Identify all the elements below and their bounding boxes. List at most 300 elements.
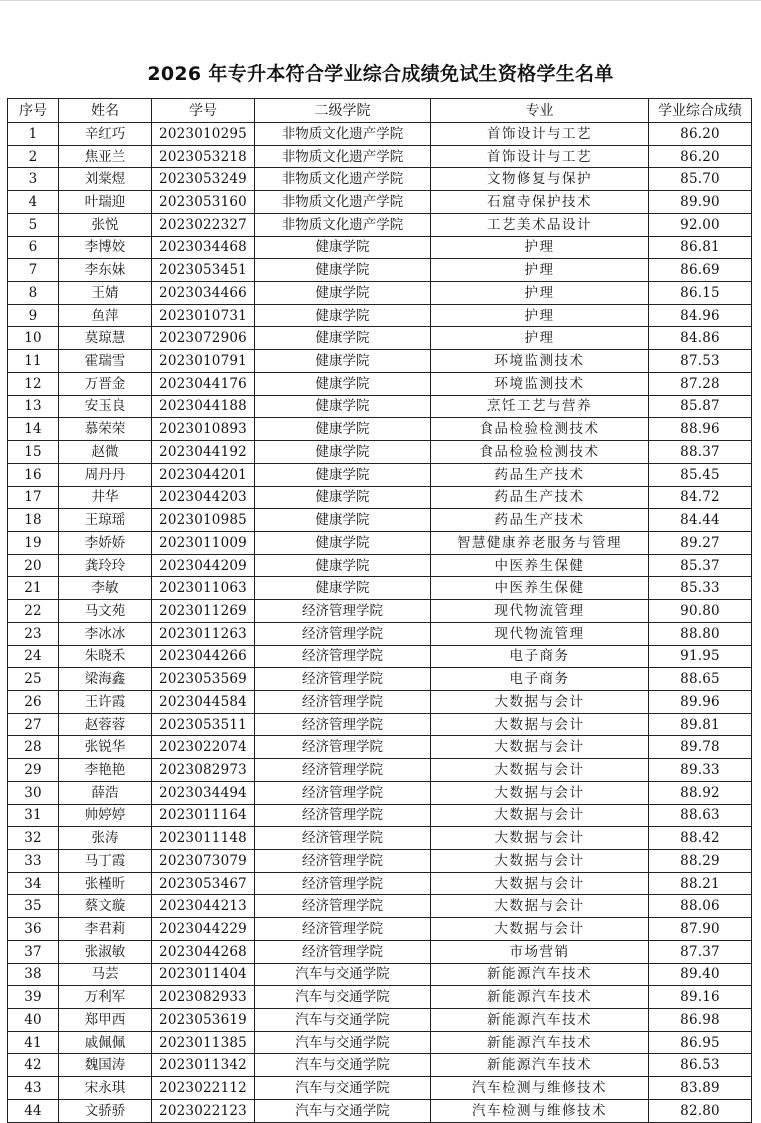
cell-major: 文物修复与保护 <box>431 168 649 191</box>
cell-student-id: 2023011164 <box>152 804 255 827</box>
cell-college: 经济管理学院 <box>255 895 431 918</box>
cell-score: 87.28 <box>649 372 752 395</box>
table-row <box>8 918 752 941</box>
cell-index: 28 <box>8 736 59 759</box>
table-row <box>8 350 752 373</box>
cell-name: 戚佩佩 <box>59 1031 152 1054</box>
cell-name: 井华 <box>59 486 152 509</box>
cell-major: 新能源汽车技术 <box>431 1054 649 1077</box>
cell-score: 86.15 <box>649 282 752 305</box>
table-row <box>8 213 752 236</box>
cell-score: 87.37 <box>649 940 752 963</box>
cell-index: 36 <box>8 918 59 941</box>
table-row <box>8 1009 752 1032</box>
cell-index: 29 <box>8 759 59 782</box>
cell-college: 汽车与交通学院 <box>255 986 431 1009</box>
cell-index: 30 <box>8 781 59 804</box>
cell-major: 大数据与会计 <box>431 759 649 782</box>
cell-college: 健康学院 <box>255 236 431 259</box>
cell-college: 汽车与交通学院 <box>255 963 431 986</box>
cell-name: 朱晓禾 <box>59 645 152 668</box>
cell-index: 27 <box>8 713 59 736</box>
cell-student-id: 2023073079 <box>152 850 255 873</box>
cell-score: 85.70 <box>649 168 752 191</box>
table-row <box>8 395 752 418</box>
cell-major: 智慧健康养老服务与管理 <box>431 531 649 554</box>
table-row <box>8 668 752 691</box>
cell-name: 李冰冰 <box>59 622 152 645</box>
cell-score: 87.53 <box>649 350 752 373</box>
cell-score: 87.90 <box>649 918 752 941</box>
cell-index: 2 <box>8 145 59 168</box>
cell-major: 中医养生保健 <box>431 577 649 600</box>
cell-college: 健康学院 <box>255 577 431 600</box>
cell-name: 安玉良 <box>59 395 152 418</box>
cell-name: 马文苑 <box>59 600 152 623</box>
cell-college: 健康学院 <box>255 531 431 554</box>
cell-major: 大数据与会计 <box>431 804 649 827</box>
table-row <box>8 145 752 168</box>
cell-score: 89.81 <box>649 713 752 736</box>
cell-score: 82.80 <box>649 1099 752 1122</box>
table-row <box>8 622 752 645</box>
cell-college: 经济管理学院 <box>255 918 431 941</box>
cell-score: 88.96 <box>649 418 752 441</box>
cell-index: 8 <box>8 282 59 305</box>
cell-index: 13 <box>8 395 59 418</box>
cell-college: 健康学院 <box>255 509 431 532</box>
cell-index: 33 <box>8 850 59 873</box>
cell-score: 88.65 <box>649 668 752 691</box>
cell-student-id: 2023082933 <box>152 986 255 1009</box>
cell-index: 43 <box>8 1077 59 1100</box>
cell-student-id: 2023011269 <box>152 600 255 623</box>
cell-score: 85.87 <box>649 395 752 418</box>
cell-index: 38 <box>8 963 59 986</box>
cell-score: 86.98 <box>649 1009 752 1032</box>
cell-college: 经济管理学院 <box>255 600 431 623</box>
cell-major: 药品生产技术 <box>431 486 649 509</box>
cell-score: 84.44 <box>649 509 752 532</box>
cell-college: 经济管理学院 <box>255 759 431 782</box>
cell-name: 万利军 <box>59 986 152 1009</box>
cell-score: 89.27 <box>649 531 752 554</box>
cell-college: 非物质文化遗产学院 <box>255 123 431 146</box>
cell-college: 汽车与交通学院 <box>255 1077 431 1100</box>
cell-index: 22 <box>8 600 59 623</box>
cell-score: 88.92 <box>649 781 752 804</box>
cell-name: 张淑敏 <box>59 940 152 963</box>
cell-major: 工艺美术品设计 <box>431 213 649 236</box>
cell-college: 汽车与交通学院 <box>255 1099 431 1122</box>
cell-name: 赵微 <box>59 441 152 464</box>
top-divider <box>0 0 761 1</box>
cell-college: 健康学院 <box>255 282 431 305</box>
cell-college: 经济管理学院 <box>255 872 431 895</box>
cell-student-id: 2023053619 <box>152 1009 255 1032</box>
cell-major: 现代物流管理 <box>431 622 649 645</box>
header-major: 专业 <box>431 99 649 123</box>
cell-score: 84.86 <box>649 327 752 350</box>
table-row <box>8 191 752 214</box>
cell-name: 薛浩 <box>59 781 152 804</box>
cell-major: 大数据与会计 <box>431 690 649 713</box>
cell-college: 经济管理学院 <box>255 713 431 736</box>
cell-student-id: 2023044268 <box>152 940 255 963</box>
cell-major: 首饰设计与工艺 <box>431 145 649 168</box>
cell-college: 经济管理学院 <box>255 645 431 668</box>
cell-score: 83.89 <box>649 1077 752 1100</box>
table-row <box>8 509 752 532</box>
cell-major: 汽车检测与维修技术 <box>431 1077 649 1100</box>
cell-name: 王琼瑶 <box>59 509 152 532</box>
cell-index: 21 <box>8 577 59 600</box>
cell-college: 经济管理学院 <box>255 622 431 645</box>
table-row <box>8 600 752 623</box>
cell-major: 电子商务 <box>431 668 649 691</box>
cell-college: 经济管理学院 <box>255 781 431 804</box>
table-body <box>8 123 752 1123</box>
table-row <box>8 372 752 395</box>
cell-college: 非物质文化遗产学院 <box>255 213 431 236</box>
cell-student-id: 2023034494 <box>152 781 255 804</box>
cell-major: 烹饪工艺与营养 <box>431 395 649 418</box>
cell-name: 焦亚兰 <box>59 145 152 168</box>
cell-score: 89.33 <box>649 759 752 782</box>
cell-name: 刘棠煜 <box>59 168 152 191</box>
cell-college: 健康学院 <box>255 350 431 373</box>
cell-index: 7 <box>8 259 59 282</box>
cell-score: 89.96 <box>649 690 752 713</box>
cell-student-id: 2023010893 <box>152 418 255 441</box>
student-list-table <box>7 98 752 1123</box>
cell-name: 张悦 <box>59 213 152 236</box>
cell-major: 电子商务 <box>431 645 649 668</box>
cell-student-id: 2023053467 <box>152 872 255 895</box>
cell-score: 88.06 <box>649 895 752 918</box>
cell-name: 赵蓉蓉 <box>59 713 152 736</box>
table-row <box>8 486 752 509</box>
cell-student-id: 2023053218 <box>152 145 255 168</box>
cell-major: 首饰设计与工艺 <box>431 123 649 146</box>
cell-college: 汽车与交通学院 <box>255 1031 431 1054</box>
table-row <box>8 418 752 441</box>
cell-major: 新能源汽车技术 <box>431 1031 649 1054</box>
cell-college: 健康学院 <box>255 395 431 418</box>
cell-student-id: 2023053511 <box>152 713 255 736</box>
cell-major: 食品检验检测技术 <box>431 418 649 441</box>
cell-major: 护理 <box>431 327 649 350</box>
cell-score: 86.53 <box>649 1054 752 1077</box>
table-row <box>8 236 752 259</box>
cell-name: 霍瑞雪 <box>59 350 152 373</box>
cell-name: 魏国涛 <box>59 1054 152 1077</box>
cell-student-id: 2023022123 <box>152 1099 255 1122</box>
cell-college: 健康学院 <box>255 486 431 509</box>
cell-major: 大数据与会计 <box>431 827 649 850</box>
cell-name: 万晋金 <box>59 372 152 395</box>
cell-name: 郑甲西 <box>59 1009 152 1032</box>
cell-college: 汽车与交通学院 <box>255 1054 431 1077</box>
table-row <box>8 872 752 895</box>
cell-student-id: 2023044203 <box>152 486 255 509</box>
cell-student-id: 2023034468 <box>152 236 255 259</box>
cell-major: 现代物流管理 <box>431 600 649 623</box>
cell-college: 非物质文化遗产学院 <box>255 168 431 191</box>
cell-name: 张涛 <box>59 827 152 850</box>
cell-index: 19 <box>8 531 59 554</box>
table-row <box>8 259 752 282</box>
cell-major: 新能源汽车技术 <box>431 986 649 1009</box>
cell-student-id: 2023010295 <box>152 123 255 146</box>
cell-score: 86.69 <box>649 259 752 282</box>
table-row <box>8 781 752 804</box>
cell-index: 44 <box>8 1099 59 1122</box>
cell-college: 健康学院 <box>255 327 431 350</box>
cell-major: 大数据与会计 <box>431 918 649 941</box>
cell-name: 叶瑞迎 <box>59 191 152 214</box>
cell-student-id: 2023053160 <box>152 191 255 214</box>
table-row <box>8 986 752 1009</box>
cell-student-id: 2023011148 <box>152 827 255 850</box>
table-row <box>8 690 752 713</box>
cell-major: 中医养生保健 <box>431 554 649 577</box>
table-row <box>8 827 752 850</box>
cell-student-id: 2023044176 <box>152 372 255 395</box>
cell-name: 张锐华 <box>59 736 152 759</box>
cell-college: 汽车与交通学院 <box>255 1009 431 1032</box>
cell-student-id: 2023010791 <box>152 350 255 373</box>
cell-college: 经济管理学院 <box>255 668 431 691</box>
cell-major: 大数据与会计 <box>431 850 649 873</box>
cell-score: 86.95 <box>649 1031 752 1054</box>
cell-name: 李博姣 <box>59 236 152 259</box>
cell-index: 25 <box>8 668 59 691</box>
cell-major: 大数据与会计 <box>431 895 649 918</box>
cell-college: 非物质文化遗产学院 <box>255 191 431 214</box>
cell-name: 辛红巧 <box>59 123 152 146</box>
cell-student-id: 2023053569 <box>152 668 255 691</box>
cell-name: 龚玲玲 <box>59 554 152 577</box>
cell-student-id: 2023011342 <box>152 1054 255 1077</box>
cell-score: 88.37 <box>649 441 752 464</box>
cell-major: 护理 <box>431 282 649 305</box>
cell-student-id: 2023044229 <box>152 918 255 941</box>
table-row <box>8 895 752 918</box>
cell-student-id: 2023010985 <box>152 509 255 532</box>
header-index: 序号 <box>8 99 59 123</box>
table-row <box>8 804 752 827</box>
cell-score: 88.21 <box>649 872 752 895</box>
cell-index: 23 <box>8 622 59 645</box>
cell-name: 文骄骄 <box>59 1099 152 1122</box>
cell-score: 85.33 <box>649 577 752 600</box>
cell-score: 88.42 <box>649 827 752 850</box>
cell-index: 31 <box>8 804 59 827</box>
cell-index: 40 <box>8 1009 59 1032</box>
cell-name: 李娇娇 <box>59 531 152 554</box>
cell-student-id: 2023011404 <box>152 963 255 986</box>
table-header-row <box>8 99 752 123</box>
cell-student-id: 2023022112 <box>152 1077 255 1100</box>
table-row <box>8 554 752 577</box>
table-row <box>8 304 752 327</box>
cell-score: 92.00 <box>649 213 752 236</box>
cell-name: 李艳艳 <box>59 759 152 782</box>
cell-name: 李敏 <box>59 577 152 600</box>
cell-index: 42 <box>8 1054 59 1077</box>
cell-student-id: 2023011385 <box>152 1031 255 1054</box>
table-row <box>8 736 752 759</box>
table-row <box>8 1031 752 1054</box>
cell-student-id: 2023044188 <box>152 395 255 418</box>
cell-college: 经济管理学院 <box>255 827 431 850</box>
cell-student-id: 2023053249 <box>152 168 255 191</box>
cell-college: 健康学院 <box>255 554 431 577</box>
cell-name: 梁海鑫 <box>59 668 152 691</box>
cell-index: 17 <box>8 486 59 509</box>
cell-student-id: 2023022074 <box>152 736 255 759</box>
cell-score: 86.20 <box>649 123 752 146</box>
cell-major: 护理 <box>431 236 649 259</box>
cell-major: 大数据与会计 <box>431 781 649 804</box>
cell-student-id: 2023022327 <box>152 213 255 236</box>
cell-score: 85.45 <box>649 463 752 486</box>
cell-student-id: 2023011063 <box>152 577 255 600</box>
cell-student-id: 2023044201 <box>152 463 255 486</box>
cell-index: 5 <box>8 213 59 236</box>
cell-index: 14 <box>8 418 59 441</box>
cell-score: 84.96 <box>649 304 752 327</box>
cell-major: 市场营销 <box>431 940 649 963</box>
cell-score: 89.78 <box>649 736 752 759</box>
cell-major: 药品生产技术 <box>431 509 649 532</box>
table-row <box>8 963 752 986</box>
table-row <box>8 123 752 146</box>
cell-student-id: 2023082973 <box>152 759 255 782</box>
cell-college: 健康学院 <box>255 441 431 464</box>
cell-student-id: 2023011009 <box>152 531 255 554</box>
cell-score: 85.37 <box>649 554 752 577</box>
cell-index: 39 <box>8 986 59 1009</box>
cell-score: 89.16 <box>649 986 752 1009</box>
cell-score: 91.95 <box>649 645 752 668</box>
cell-student-id: 2023011263 <box>152 622 255 645</box>
table-row <box>8 463 752 486</box>
cell-name: 周丹丹 <box>59 463 152 486</box>
cell-score: 84.72 <box>649 486 752 509</box>
header-name: 姓名 <box>59 99 152 123</box>
header-college: 二级学院 <box>255 99 431 123</box>
cell-name: 慕荣荣 <box>59 418 152 441</box>
cell-index: 35 <box>8 895 59 918</box>
cell-student-id: 2023044584 <box>152 690 255 713</box>
cell-major: 石窟寺保护技术 <box>431 191 649 214</box>
cell-student-id: 2023053451 <box>152 259 255 282</box>
cell-name: 张槿昕 <box>59 872 152 895</box>
cell-index: 41 <box>8 1031 59 1054</box>
cell-student-id: 2023044266 <box>152 645 255 668</box>
table-row <box>8 531 752 554</box>
cell-score: 88.63 <box>649 804 752 827</box>
table-row <box>8 759 752 782</box>
cell-name: 李君莉 <box>59 918 152 941</box>
cell-student-id: 2023044209 <box>152 554 255 577</box>
table-row <box>8 577 752 600</box>
cell-college: 健康学院 <box>255 372 431 395</box>
cell-score: 89.40 <box>649 963 752 986</box>
cell-college: 经济管理学院 <box>255 736 431 759</box>
cell-index: 26 <box>8 690 59 713</box>
cell-index: 4 <box>8 191 59 214</box>
cell-index: 15 <box>8 441 59 464</box>
cell-index: 20 <box>8 554 59 577</box>
cell-name: 马丁霞 <box>59 850 152 873</box>
cell-name: 帅婷婷 <box>59 804 152 827</box>
cell-index: 10 <box>8 327 59 350</box>
cell-major: 大数据与会计 <box>431 872 649 895</box>
cell-name: 王婧 <box>59 282 152 305</box>
cell-name: 马芸 <box>59 963 152 986</box>
header-score: 学业综合成绩 <box>649 99 752 123</box>
cell-index: 3 <box>8 168 59 191</box>
cell-index: 11 <box>8 350 59 373</box>
table-row <box>8 1077 752 1100</box>
cell-index: 9 <box>8 304 59 327</box>
cell-student-id: 2023044213 <box>152 895 255 918</box>
cell-score: 86.81 <box>649 236 752 259</box>
cell-college: 非物质文化遗产学院 <box>255 145 431 168</box>
cell-index: 18 <box>8 509 59 532</box>
cell-name: 李东妹 <box>59 259 152 282</box>
cell-score: 89.90 <box>649 191 752 214</box>
cell-college: 健康学院 <box>255 304 431 327</box>
table-row <box>8 1054 752 1077</box>
cell-major: 汽车检测与维修技术 <box>431 1099 649 1122</box>
cell-major: 新能源汽车技术 <box>431 1009 649 1032</box>
cell-college: 经济管理学院 <box>255 940 431 963</box>
table-row <box>8 645 752 668</box>
cell-index: 12 <box>8 372 59 395</box>
cell-score: 86.20 <box>649 145 752 168</box>
cell-student-id: 2023072906 <box>152 327 255 350</box>
cell-index: 16 <box>8 463 59 486</box>
cell-index: 1 <box>8 123 59 146</box>
cell-major: 环境监测技术 <box>431 350 649 373</box>
table-row <box>8 713 752 736</box>
cell-name: 宋永琪 <box>59 1077 152 1100</box>
table-row <box>8 1099 752 1122</box>
table-row <box>8 327 752 350</box>
cell-student-id: 2023034466 <box>152 282 255 305</box>
table-row <box>8 168 752 191</box>
table-row <box>8 441 752 464</box>
table-row <box>8 940 752 963</box>
cell-major: 药品生产技术 <box>431 463 649 486</box>
cell-major: 护理 <box>431 304 649 327</box>
cell-major: 大数据与会计 <box>431 713 649 736</box>
cell-major: 新能源汽车技术 <box>431 963 649 986</box>
table-row <box>8 282 752 305</box>
cell-major: 食品检验检测技术 <box>431 441 649 464</box>
header-student-id: 学号 <box>152 99 255 123</box>
cell-major: 环境监测技术 <box>431 372 649 395</box>
cell-college: 经济管理学院 <box>255 804 431 827</box>
cell-student-id: 2023010731 <box>152 304 255 327</box>
cell-score: 88.80 <box>649 622 752 645</box>
cell-name: 鱼萍 <box>59 304 152 327</box>
cell-index: 34 <box>8 872 59 895</box>
